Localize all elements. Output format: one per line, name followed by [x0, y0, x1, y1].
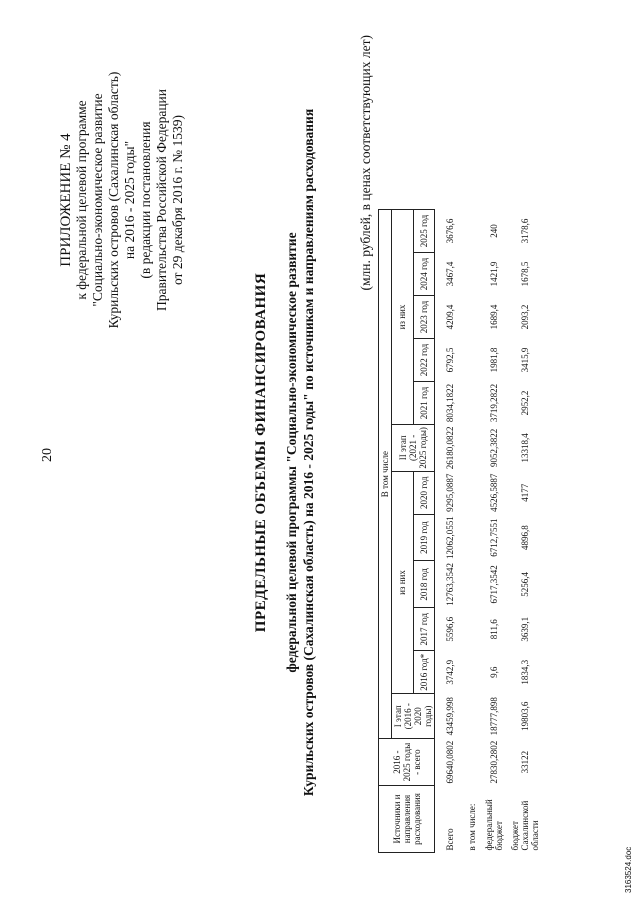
cell-year: 3742,9: [445, 659, 455, 685]
cell-year: 3467,4: [445, 261, 455, 287]
cell-total: 33122: [520, 750, 530, 774]
cell-year: 1421,9: [489, 261, 499, 287]
title-block: [253, 0, 317, 905]
cell-year: 12763,3542: [445, 563, 455, 606]
cell-year: 3719,2822: [489, 383, 499, 423]
cell-year: 3676,6: [445, 218, 455, 244]
empty-cell: [465, 210, 479, 786]
cell-year: 12062,0551: [445, 516, 455, 559]
cell-stage1: 19803,6: [520, 701, 530, 731]
appendix-line: от 29 декабря 2016 г. № 1539): [170, 114, 185, 286]
cell-year: 1678,5: [520, 261, 530, 287]
cell-stage2: 9052,3822: [489, 428, 499, 467]
header-stage2: II этап (2021 - 2025 годы): [392, 425, 435, 472]
table-row: [465, 210, 479, 853]
cell-stage2: 26180,0822: [445, 426, 455, 470]
header-year: 2017 год: [413, 608, 435, 651]
header-year: 2024 год: [413, 253, 435, 296]
cell-total: 27830,2802: [489, 740, 499, 784]
cell-year: 4209,4: [445, 304, 455, 330]
appendix-line: на 2016 - 2025 годы": [122, 140, 137, 260]
cell-year: 9295,0887: [445, 473, 455, 512]
header-source: Источники и направления расходования: [379, 786, 435, 853]
cell-year: 3639,1: [520, 616, 530, 642]
appendix-block: [58, 15, 186, 385]
cell-year: 2093,2: [520, 304, 530, 330]
cell-year: 4896,8: [520, 525, 530, 550]
page-number: 20: [40, 448, 55, 462]
row-source: Всего: [445, 828, 455, 851]
cell-stage1: 18777,898: [489, 697, 499, 736]
cell-year: 2952,2: [520, 390, 530, 416]
header-in-that-number: В том числе: [379, 210, 392, 739]
table-row: [435, 210, 466, 853]
financing-table: [378, 209, 541, 853]
table-row: [509, 210, 541, 853]
document-subtitle-line: федеральной целевой программы "Социально-экономическое развитие: [284, 232, 299, 673]
cell-year: 3415,9: [520, 347, 530, 373]
row-source: в том числе:: [467, 803, 477, 851]
header-year: 2018 год: [413, 561, 435, 608]
units-note: (млн. рублей, в ценах соответствующих лет): [358, 35, 373, 291]
cell-year: 240: [489, 224, 499, 238]
header-year: 2021 год: [413, 382, 435, 425]
cell-year: 8034,1822: [445, 383, 455, 423]
cell-year: 6717,3542: [489, 565, 499, 604]
appendix-line: (в редакции постановления: [138, 121, 153, 279]
cell-year: 5596,6: [445, 616, 455, 642]
header-year: 2020 год: [413, 471, 435, 514]
header-year: 2019 год: [413, 514, 435, 561]
header-year: 2023 год: [413, 296, 435, 339]
header-year: 2016 год*: [413, 651, 435, 694]
cell-year: 9,6: [489, 666, 499, 678]
file-footer: 3163524.doc: [624, 846, 633, 893]
cell-year: 3178,6: [520, 218, 530, 244]
header-year: 2022 год: [413, 339, 435, 382]
appendix-line: "Социально-экономическое развитие: [90, 93, 105, 307]
header-stage1: I этап (2016 - 2020 годы): [392, 694, 435, 739]
row-source: федеральный бюджет: [484, 799, 504, 851]
cell-year: 1834,3: [520, 659, 530, 685]
cell-year: 6712,7551: [489, 518, 499, 557]
cell-year: 811,6: [489, 619, 499, 640]
cell-year: 4526,5887: [489, 473, 499, 512]
document-subtitle-line: Курильских островов (Сахалинская область) на 2016 - 2025 годы" по источникам и направлениям расходования: [301, 108, 316, 797]
cell-stage1: 43459,998: [445, 697, 455, 736]
header-of-them: из них: [392, 210, 414, 425]
cell-year: 1689,4: [489, 304, 499, 330]
cell-year: 5256,4: [520, 572, 530, 597]
cell-year: 4177: [520, 483, 530, 502]
appendix-line: к федеральной целевой программе: [74, 100, 89, 300]
header-of-them: из них: [392, 471, 414, 694]
cell-stage2: 13318,4: [520, 433, 530, 463]
appendix-title: ПРИЛОЖЕНИЕ № 4: [58, 133, 74, 267]
document-title: ПРЕДЕЛЬНЫЕ ОБЪЕМЫ ФИНАНСИРОВАНИЯ: [253, 272, 269, 633]
row-source: бюджет Сахалинской области: [510, 800, 540, 851]
cell-total: 69640,0802: [445, 740, 455, 784]
table-row: [479, 210, 509, 853]
cell-year: 6792,5: [445, 347, 455, 373]
appendix-line: Курильских островов (Сахалинская область): [106, 71, 121, 329]
appendix-line: Правительства Российской Федерации: [154, 89, 169, 311]
cell-year: 1981,8: [489, 347, 499, 373]
header-year: 2025 год: [413, 210, 435, 253]
header-total: 2016 - 2025 годы - всего: [379, 739, 435, 786]
